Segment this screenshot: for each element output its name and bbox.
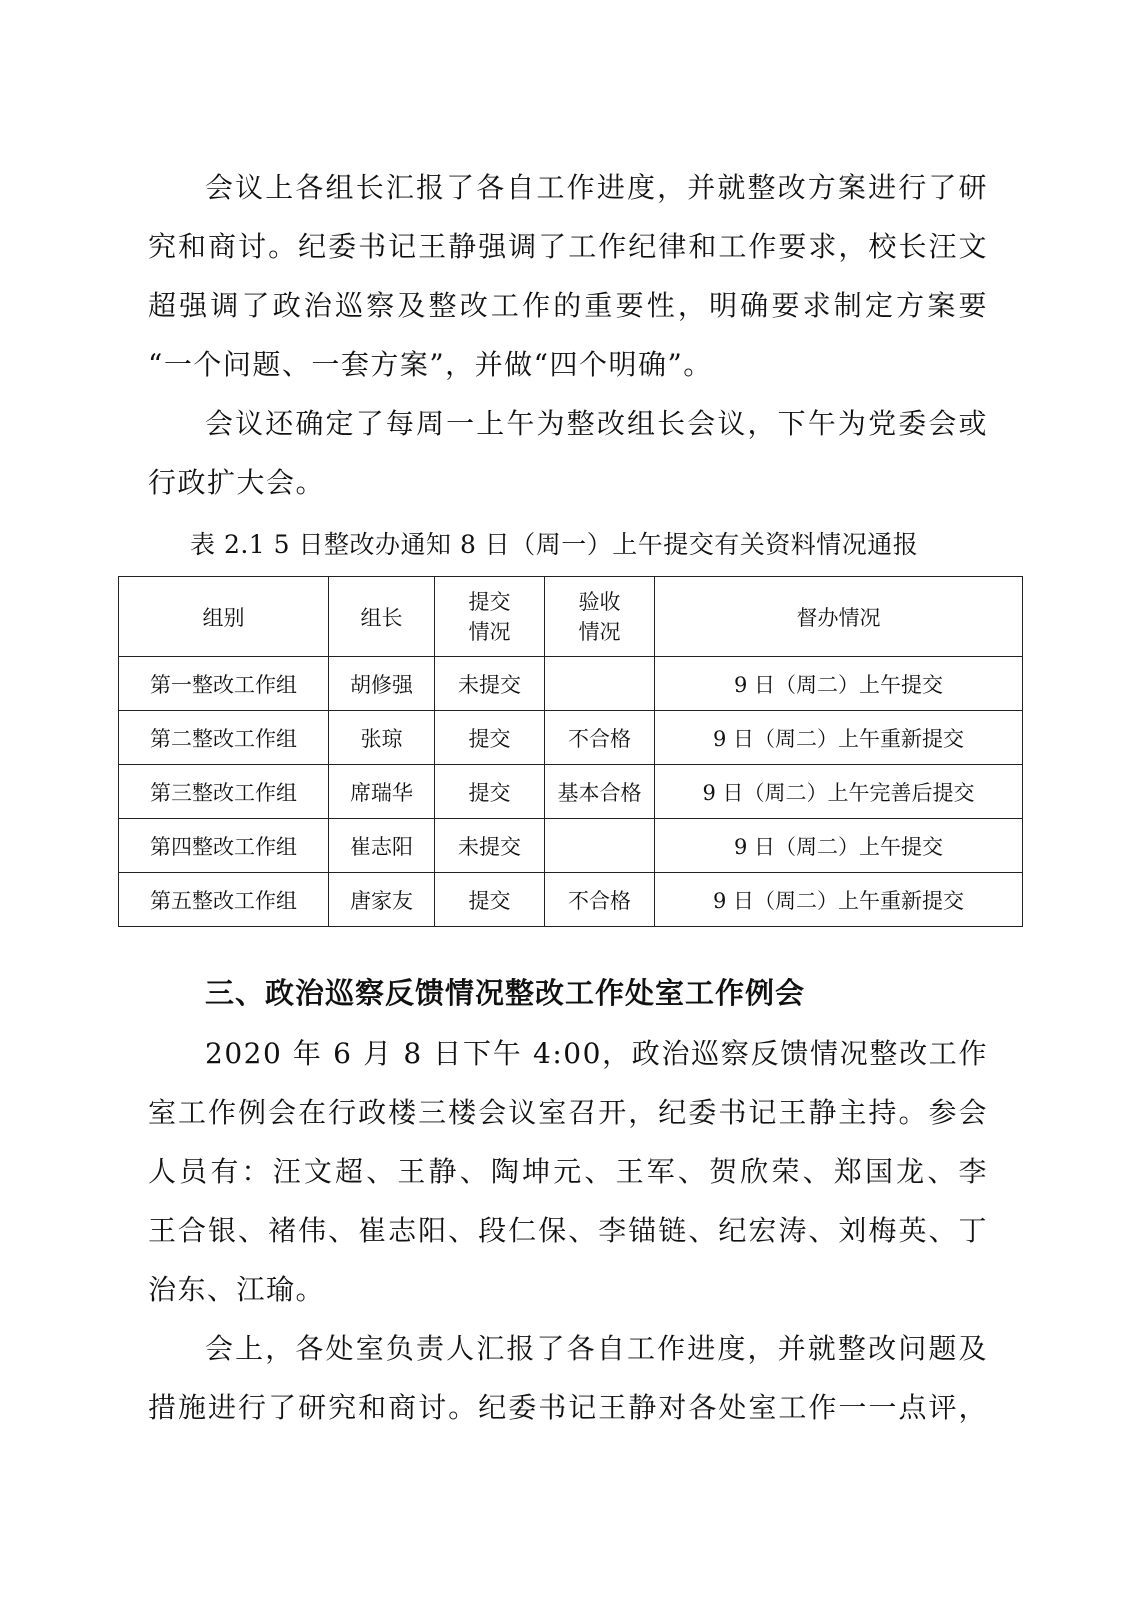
cell-group: 第二整改工作组: [119, 711, 329, 765]
cell-group: 第四整改工作组: [119, 819, 329, 873]
cell-group: 第五整改工作组: [119, 873, 329, 927]
paragraph-line: 措施进行了研究和商讨。纪委书记王静对各处室工作一一点评，: [148, 1391, 988, 1424]
cell-accept: 不合格: [545, 711, 655, 765]
cell-supervise: 9 日（周二）上午重新提交: [655, 873, 1023, 927]
paragraph-line: 治东、江瑜。: [148, 1273, 326, 1306]
paragraph-line: 室工作例会在行政楼三楼会议室召开，纪委书记王静主持。参会: [148, 1096, 988, 1129]
paragraph-line: “一个问题、一套方案”，并做“四个明确”。: [148, 348, 713, 381]
cell-leader: 胡修强: [329, 657, 435, 711]
header-group: 组别: [119, 577, 329, 657]
header-accept-line2: 情况: [578, 619, 621, 644]
header-submit: [435, 577, 545, 657]
header-supervise: 督办情况: [655, 577, 1023, 657]
table-row: [119, 711, 1023, 765]
paragraph-line: 王合银、褚伟、崔志阳、段仁保、李锚链、纪宏涛、刘梅英、丁: [148, 1214, 988, 1247]
table-row: [119, 765, 1023, 819]
cell-submit: 提交: [435, 711, 545, 765]
cell-accept: [545, 819, 655, 873]
cell-supervise: 9 日（周二）上午完善后提交: [655, 765, 1023, 819]
header-submit-line2: 情况: [468, 619, 511, 644]
cell-submit: 提交: [435, 873, 545, 927]
paragraph-line: 会议上各组长汇报了各自工作进度，并就整改方案进行了研: [205, 171, 988, 204]
cell-leader: 唐家友: [329, 873, 435, 927]
cell-submit: 提交: [435, 765, 545, 819]
cell-accept: [545, 657, 655, 711]
cell-leader: 张琼: [329, 711, 435, 765]
paragraph-line: 超强调了政治巡察及整改工作的重要性，明确要求制定方案要: [148, 289, 988, 322]
header-accept-line1: 验收: [578, 589, 621, 614]
table-row: [119, 657, 1023, 711]
paragraph-line: 会议还确定了每周一上午为整改组长会议，下午为党委会或: [205, 407, 988, 440]
header-submit-line1: 提交: [468, 589, 511, 614]
cell-submit: 未提交: [435, 819, 545, 873]
paragraph-line: 会上，各处室负责人汇报了各自工作进度，并就整改问题及: [205, 1332, 988, 1365]
paragraph-line: 人员有：汪文超、王静、陶坤元、王军、贺欣荣、郑国龙、李: [148, 1155, 988, 1188]
paragraph-line: 2020 年 6 月 8 日下午 4:00，政治巡察反馈情况整改工作: [205, 1037, 988, 1070]
section-heading: 三、政治巡察反馈情况整改工作处室工作例会: [205, 976, 806, 1010]
cell-submit: 未提交: [435, 657, 545, 711]
header-leader: 组长: [329, 577, 435, 657]
cell-accept: 基本合格: [545, 765, 655, 819]
cell-leader: 席瑞华: [329, 765, 435, 819]
cell-supervise: 9 日（周二）上午提交: [655, 819, 1023, 873]
table-row: [119, 873, 1023, 927]
cell-accept: 不合格: [545, 873, 655, 927]
table-header-row: [119, 577, 1023, 657]
paragraph-line: 究和商讨。纪委书记王静强调了工作纪律和工作要求，校长汪文: [148, 230, 988, 263]
cell-leader: 崔志阳: [329, 819, 435, 873]
paragraph-line: 行政扩大会。: [148, 466, 326, 499]
cell-supervise: 9 日（周二）上午重新提交: [655, 711, 1023, 765]
report-table: [118, 576, 1023, 927]
table-caption: 表 2.1 5 日整改办通知 8 日（周一）上午提交有关资料情况通报: [190, 530, 919, 559]
header-accept: [545, 577, 655, 657]
cell-supervise: 9 日（周二）上午提交: [655, 657, 1023, 711]
cell-group: 第三整改工作组: [119, 765, 329, 819]
cell-group: 第一整改工作组: [119, 657, 329, 711]
table-row: [119, 819, 1023, 873]
